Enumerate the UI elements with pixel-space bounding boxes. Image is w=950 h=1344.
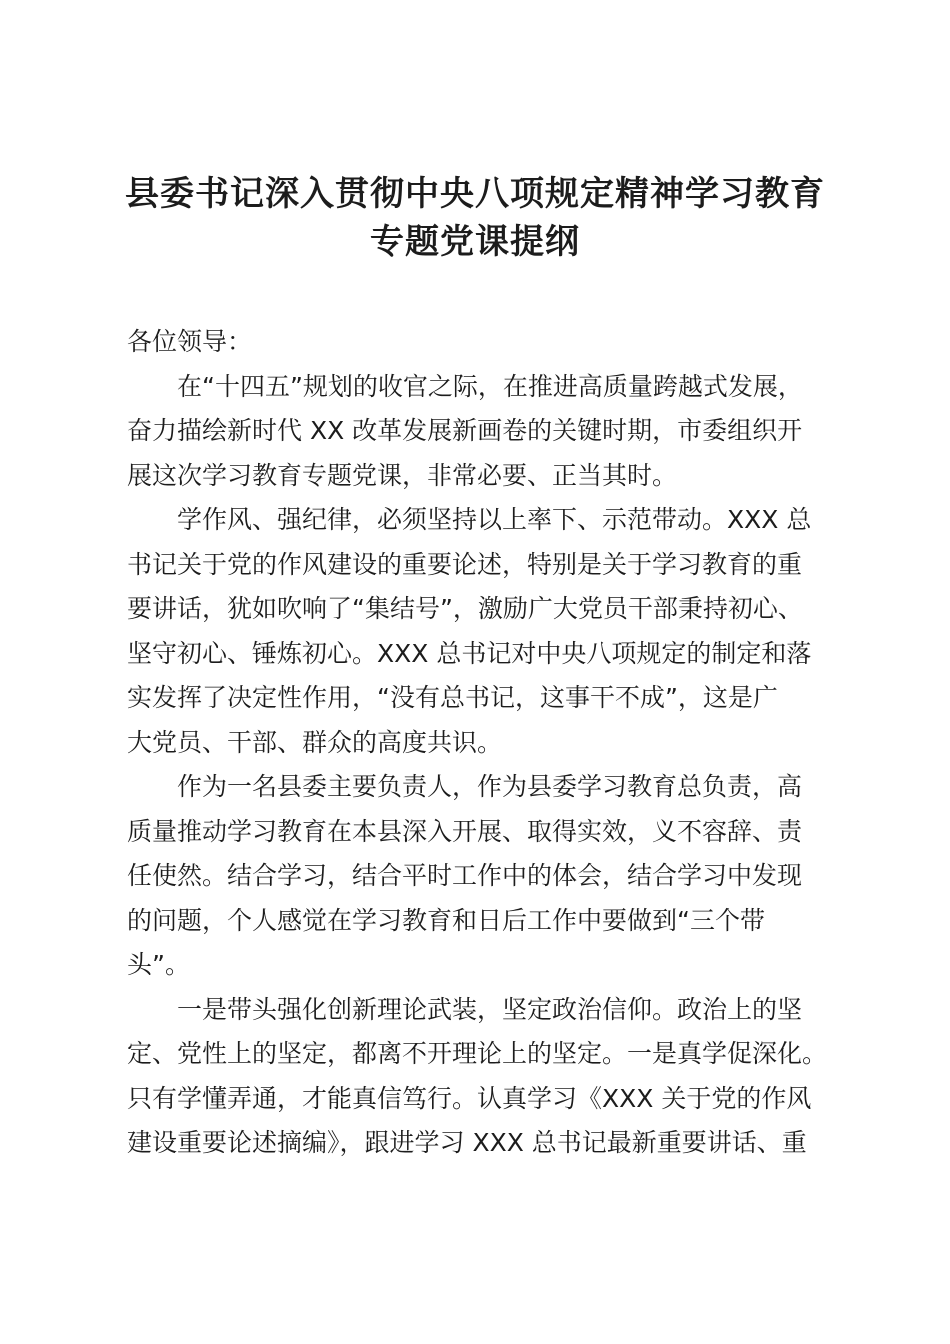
paragraph-line: 的问题，个人感觉在学习教育和日后工作中要做到“三个带 <box>127 905 765 935</box>
paragraph-line: 展这次学习教育专题党课，非常必要、正当其时。 <box>127 460 678 490</box>
paragraph-line: 大党员、干部、群众的高度共识。 <box>127 727 503 757</box>
paragraph-line: 坚守初心、锤炼初心。XXX 总书记对中央八项规定的制定和落 <box>127 638 812 668</box>
paragraph-line: 作为一名县委主要负责人，作为县委学习教育总负责，高 <box>177 772 803 801</box>
paragraph-line: 质量推动学习教育在本县深入开展、取得实效，义不容辞、责 <box>127 816 803 846</box>
paragraph-line: 任使然。结合学习，结合平时工作中的体会，结合学习中发现 <box>127 861 803 890</box>
title-line: 专题党课提纲 <box>370 222 580 262</box>
salutation-text: 各位领导： <box>127 327 253 356</box>
document-body <box>127 320 837 1166</box>
paragraph-line: 实发挥了决定性作用，“没有总书记，这事干不成”，这是广 <box>127 683 778 712</box>
paragraph-line: 学作风、强纪律，必须坚持以上率下、示范带动。XXX 总 <box>177 505 812 534</box>
paragraph-line: 奋力描绘新时代 XX 改革发展新画卷的关键时期，市委组织开 <box>127 416 803 445</box>
paragraph-line: 定、党性上的坚定，都离不开理论上的坚定。一是真学促深化。 <box>127 1039 828 1068</box>
paragraph-1 <box>127 365 837 499</box>
paragraph-line: 只有学懂弄通，才能真信笃行。认真学习《XXX 关于党的作风 <box>127 1083 812 1113</box>
title-line: 县委书记深入贯彻中央八项规定精神学习教育 <box>125 174 825 214</box>
paragraph-2 <box>127 498 837 765</box>
salutation <box>127 320 837 365</box>
paragraph-line: 头”。 <box>127 950 190 979</box>
paragraph-line: 要讲话，犹如吹响了“集结号”，激励广大党员干部秉持初心、 <box>127 594 803 623</box>
paragraph-line: 建设重要论述摘编》，跟进学习 XXX 总书记最新重要讲话、重 <box>127 1128 807 1157</box>
paragraph-4 <box>127 988 837 1166</box>
paragraph-line: 一是带头强化创新理论武装，坚定政治信仰。政治上的坚 <box>177 994 803 1024</box>
paragraph-line: 书记关于党的作风建设的重要论述，特别是关于学习教育的重 <box>127 549 803 579</box>
document-title <box>100 170 850 266</box>
paragraph-line: 在“十四五”规划的收官之际，在推进高质量跨越式发展， <box>177 371 803 401</box>
paragraph-3 <box>127 765 837 988</box>
